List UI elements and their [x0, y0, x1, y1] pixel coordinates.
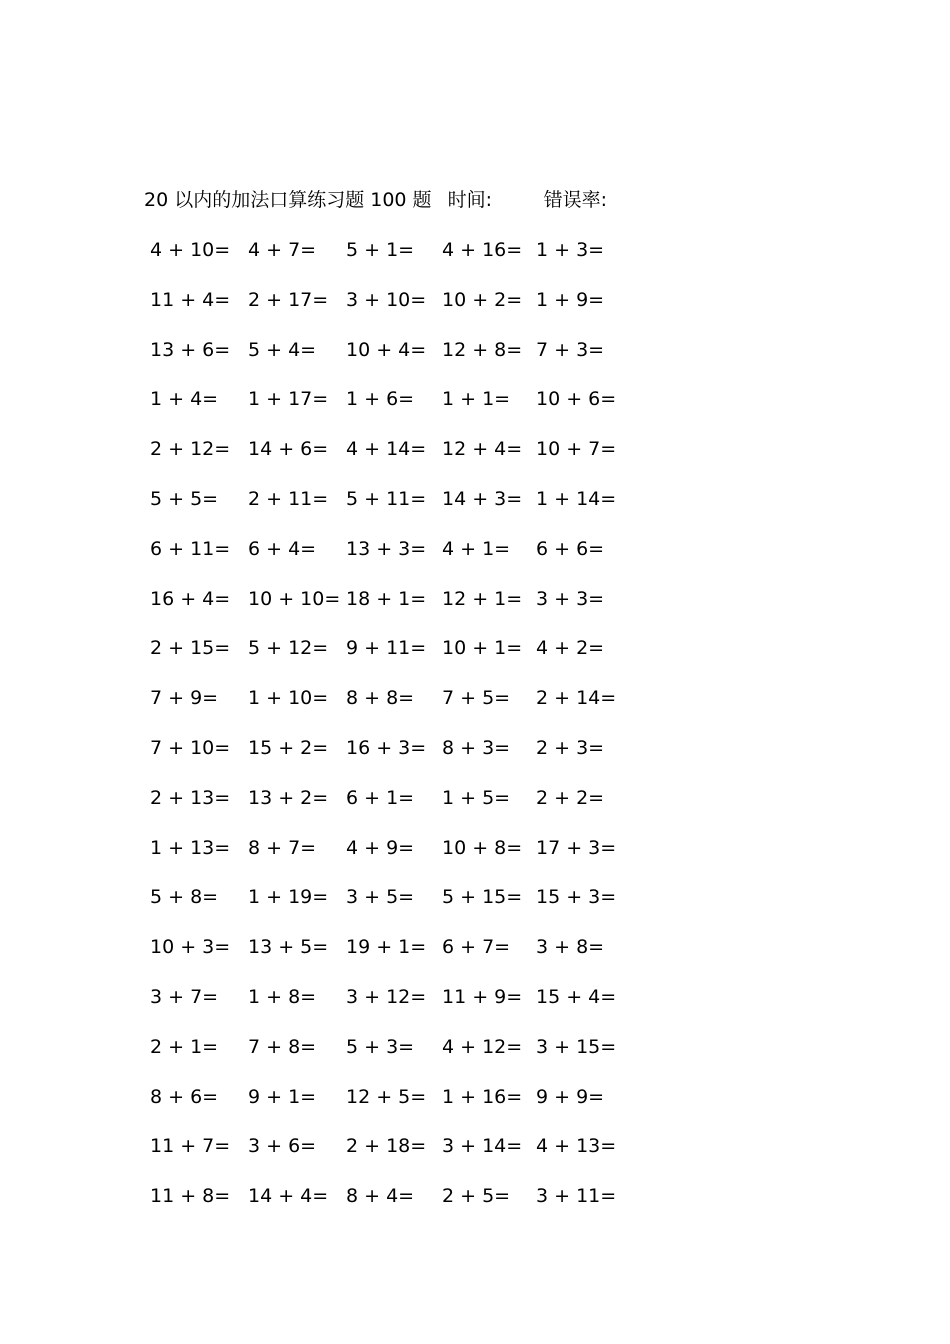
problem-cell: 6 + 1=	[346, 786, 415, 809]
problem-cell: 4 + 9=	[346, 836, 415, 859]
problem-cell: 2 + 1=	[150, 1035, 219, 1058]
problem-cell: 1 + 19=	[248, 886, 329, 909]
problem-cell: 1 + 4=	[150, 388, 219, 411]
problem-cell: 2 + 17=	[248, 288, 329, 311]
problem-row	[148, 585, 648, 635]
problem-cell: 13 + 2=	[248, 786, 329, 809]
problem-cell: 14 + 4=	[248, 1185, 329, 1208]
problem-cell: 2 + 18=	[346, 1135, 427, 1158]
problem-cell: 13 + 3=	[346, 537, 427, 560]
problem-cell: 18 + 1=	[346, 587, 427, 610]
problem-row	[148, 933, 648, 983]
problem-cell: 10 + 3=	[150, 936, 231, 959]
problem-cell: 5 + 5=	[150, 487, 219, 510]
problem-cell: 5 + 12=	[248, 637, 329, 660]
problem-cell: 9 + 1=	[248, 1085, 317, 1108]
problem-cell: 4 + 7=	[248, 239, 317, 261]
problem-row	[148, 1132, 648, 1182]
problem-cell: 11 + 4=	[150, 288, 231, 311]
problem-row	[148, 834, 648, 884]
problem-cell: 2 + 5=	[442, 1185, 511, 1208]
problem-cell: 11 + 9=	[442, 985, 523, 1008]
problem-cell: 4 + 1=	[442, 537, 511, 560]
problem-cell: 8 + 3=	[442, 736, 511, 759]
problem-cell: 5 + 1=	[346, 239, 415, 261]
problem-cell: 12 + 1=	[442, 587, 523, 610]
problem-cell: 3 + 5=	[346, 886, 415, 909]
problem-cell: 1 + 13=	[150, 836, 231, 859]
problem-cell: 1 + 8=	[248, 985, 317, 1008]
problem-row	[148, 236, 648, 286]
problem-cell: 7 + 5=	[442, 687, 511, 710]
problem-cell: 2 + 14=	[536, 687, 617, 710]
problem-cell: 6 + 11=	[150, 537, 231, 560]
problem-cell: 15 + 2=	[248, 736, 329, 759]
problem-cell: 12 + 4=	[442, 438, 523, 461]
problem-row	[148, 1083, 648, 1133]
problem-row	[148, 336, 648, 386]
problem-cell: 1 + 14=	[536, 487, 617, 510]
problem-cell: 10 + 8=	[442, 836, 523, 859]
problem-cell: 13 + 6=	[150, 338, 231, 361]
problem-cell: 2 + 3=	[536, 736, 605, 759]
problem-row	[148, 883, 648, 933]
problem-cell: 3 + 12=	[346, 985, 427, 1008]
problem-cell: 10 + 4=	[346, 338, 427, 361]
problem-cell: 15 + 3=	[536, 886, 617, 909]
problem-row	[148, 634, 648, 684]
problem-cell: 6 + 7=	[442, 936, 511, 959]
problem-cell: 4 + 13=	[536, 1135, 617, 1158]
problem-cell: 12 + 8=	[442, 338, 523, 361]
problem-row	[148, 784, 648, 834]
problem-cell: 10 + 1=	[442, 637, 523, 660]
problem-cell: 1 + 1=	[442, 388, 511, 411]
problem-row	[148, 535, 648, 585]
problem-row	[148, 1033, 648, 1083]
problem-cell: 10 + 2=	[442, 288, 523, 311]
time-label: 时间:	[447, 189, 493, 211]
problem-cell: 4 + 16=	[442, 239, 523, 261]
problem-cell: 8 + 8=	[346, 687, 415, 710]
problem-cell: 1 + 6=	[346, 388, 415, 411]
problem-cell: 7 + 10=	[150, 736, 231, 759]
problem-cell: 1 + 9=	[536, 288, 605, 311]
problem-cell: 3 + 8=	[536, 936, 605, 959]
problem-cell: 10 + 6=	[536, 388, 617, 411]
problem-cell: 5 + 3=	[346, 1035, 415, 1058]
problem-cell: 2 + 11=	[248, 487, 329, 510]
problem-row	[148, 385, 648, 435]
problem-grid	[148, 236, 648, 1232]
problem-cell: 1 + 17=	[248, 388, 329, 411]
problem-cell: 8 + 4=	[346, 1185, 415, 1208]
problem-cell: 7 + 8=	[248, 1035, 317, 1058]
problem-cell: 1 + 10=	[248, 687, 329, 710]
worksheet-title: 20 以内的加法口算练习题 100 题	[144, 189, 432, 211]
problem-cell: 11 + 7=	[150, 1135, 231, 1158]
problem-cell: 1 + 5=	[442, 786, 511, 809]
problem-cell: 14 + 3=	[442, 487, 523, 510]
problem-cell: 3 + 7=	[150, 985, 219, 1008]
problem-cell: 13 + 5=	[248, 936, 329, 959]
problem-cell: 5 + 11=	[346, 487, 427, 510]
problem-cell: 4 + 14=	[346, 438, 427, 461]
problem-cell: 2 + 12=	[150, 438, 231, 461]
problem-cell: 14 + 6=	[248, 438, 329, 461]
problem-row	[148, 435, 648, 485]
problem-cell: 3 + 11=	[536, 1185, 617, 1208]
problem-cell: 6 + 6=	[536, 537, 605, 560]
problem-row	[148, 1182, 648, 1232]
problem-row	[148, 286, 648, 336]
problem-cell: 4 + 12=	[442, 1035, 523, 1058]
problem-cell: 6 + 4=	[248, 537, 317, 560]
problem-cell: 10 + 7=	[536, 438, 617, 461]
problem-cell: 2 + 2=	[536, 786, 605, 809]
problem-cell: 12 + 5=	[346, 1085, 427, 1108]
error-rate-label: 错误率:	[543, 189, 608, 211]
problem-cell: 19 + 1=	[346, 936, 427, 959]
problem-cell: 1 + 16=	[442, 1085, 523, 1108]
problem-cell: 3 + 15=	[536, 1035, 617, 1058]
problem-row	[148, 684, 648, 734]
problem-cell: 5 + 8=	[150, 886, 219, 909]
problem-cell: 1 + 3=	[536, 239, 605, 261]
problem-cell: 5 + 15=	[442, 886, 523, 909]
problem-cell: 2 + 15=	[150, 637, 231, 660]
problem-cell: 16 + 4=	[150, 587, 231, 610]
problem-cell: 11 + 8=	[150, 1185, 231, 1208]
problem-cell: 16 + 3=	[346, 736, 427, 759]
problem-cell: 17 + 3=	[536, 836, 617, 859]
problem-cell: 10 + 10=	[248, 587, 341, 610]
problem-row	[148, 734, 648, 784]
worksheet-header	[144, 186, 607, 214]
problem-cell: 15 + 4=	[536, 985, 617, 1008]
problem-cell: 2 + 13=	[150, 786, 231, 809]
problem-cell: 8 + 6=	[150, 1085, 219, 1108]
problem-cell: 7 + 9=	[150, 687, 219, 710]
problem-cell: 3 + 10=	[346, 288, 427, 311]
problem-cell: 3 + 6=	[248, 1135, 317, 1158]
problem-cell: 8 + 7=	[248, 836, 317, 859]
problem-cell: 7 + 3=	[536, 338, 605, 361]
problem-row	[148, 485, 648, 535]
problem-cell: 4 + 10=	[150, 239, 231, 261]
problem-cell: 3 + 14=	[442, 1135, 523, 1158]
problem-cell: 9 + 9=	[536, 1085, 605, 1108]
problem-cell: 9 + 11=	[346, 637, 427, 660]
problem-row	[148, 983, 648, 1033]
problem-cell: 5 + 4=	[248, 338, 317, 361]
problem-cell: 3 + 3=	[536, 587, 605, 610]
problem-cell: 4 + 2=	[536, 637, 605, 660]
